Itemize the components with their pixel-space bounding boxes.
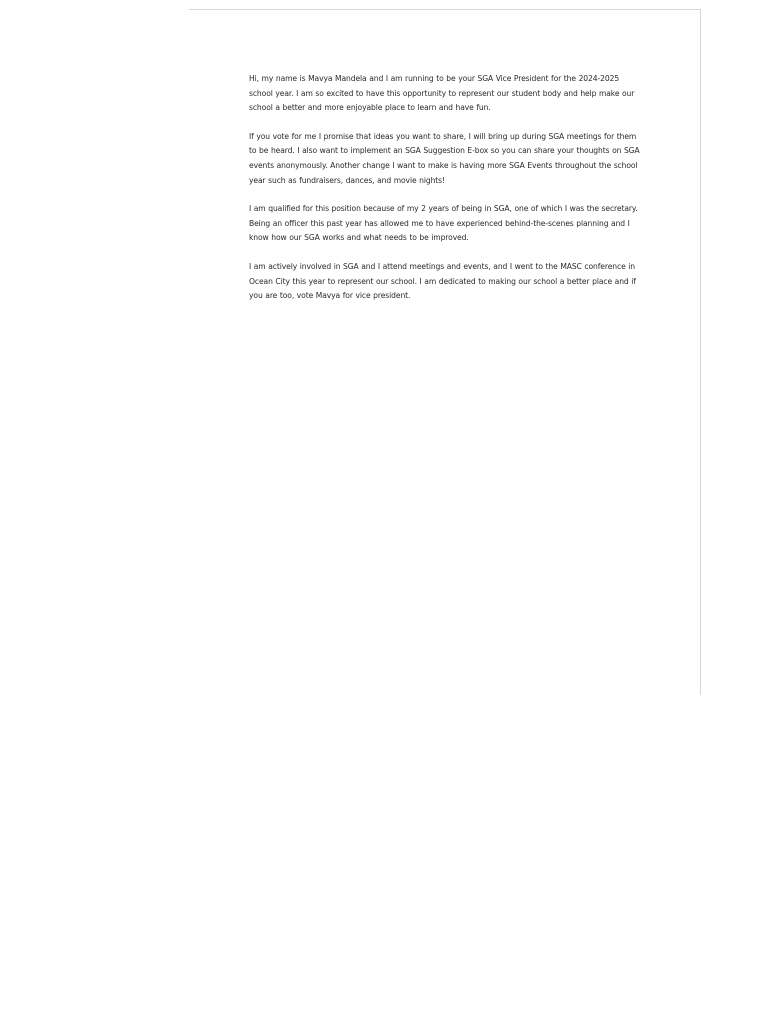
- paragraph-promises: If you vote for me I promise that ideas you want to share, I will bring up during SGA meetings for them to be heard. I also want to implement an SGA Suggestion E-box so you can share your thoughts on SGA events anonymously. Another change I want to make is having more SGA Events throughout the school year such as fundraisers, dances, and movie nights!: [249, 131, 640, 185]
- paragraph-closing: I am actively involved in SGA and I attend meetings and events, and I went to the MASC conference in Ocean City this year to represent our school. I am dedicated to making our school a better place and if you are too, vote Mavya for vice president.: [249, 261, 636, 301]
- paragraph-qualifications: I am qualified for this position because of my 2 years of being in SGA, one of which I was the secretary. Being an officer this past year has allowed me to have experienced behind-the-scenes planning and I know how our SGA works and what needs to be improved.: [249, 204, 638, 243]
- document-body: [249, 72, 645, 318]
- document-page: [189, 9, 701, 695]
- paragraph-intro: Hi, my name is Mavya Mandela and I am running to be your SGA Vice President for the 2024-2025 school year. I am so excited to have this opportunity to represent our student body and help make our school a better and more enjoyable place to learn and have fun.: [249, 74, 635, 113]
